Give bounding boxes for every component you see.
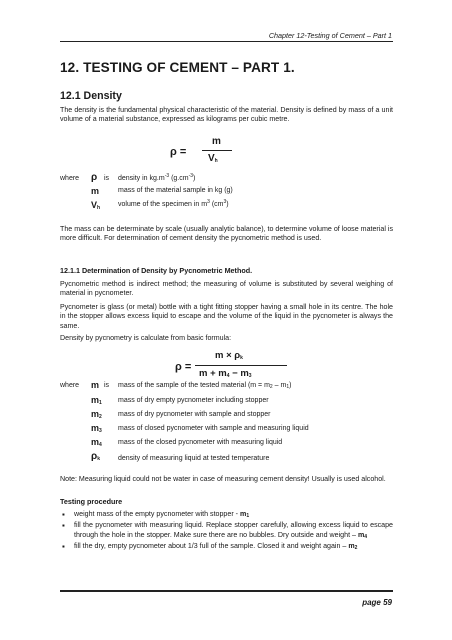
is-label: is [104,175,110,182]
is-label-2: is [104,382,110,389]
def-m: mass of the material sample in kg (g) [118,187,233,194]
page-number: page 59 [362,598,392,607]
symbol-m: m [91,186,100,196]
formula1-lhs: ρ = [170,146,187,158]
def-m-sample: mass of the sample of the tested material $(m = m_2 - m_1)$ [118,382,292,390]
symbol-m2: $m_2$ [91,409,102,420]
density-formula [170,136,240,168]
symbol-m1: $m_1$ [91,395,102,406]
symbol-m3: $m_3$ [91,423,102,434]
section-heading: 12.1 Density [60,90,122,102]
def-m4: mass of the closed pycnometer with measuring liquid [118,439,283,446]
procedure-step-3: ▪ fill the dry, empty pycnometer about 1/3 full of the sample. Closed it and weight again – $m_2$ [60,542,393,551]
procedure-step-1: ▪ weight mass of the empty pycnometer with stopper - $m_1$ [60,510,393,519]
def-m3: mass of closed pycnometer with sample and measuring liquid [118,425,309,432]
symbol-rho: ρ [91,172,98,183]
symbol-vh: $V_h$ [91,200,101,211]
symbol-m4: $m_4$ [91,437,102,448]
procedure-list [60,510,393,554]
footer-rule [60,590,393,592]
formula2-numerator: $m \times \rho_k$ [215,350,243,361]
subsection-p3: Density by pycnometry is calculate from basic formula: [60,334,232,342]
section-intro: The density is the fundamental physical characteristic of the material. Density is defined by mass of a unit volume of a material substance, expressed as kilograms per cubic metre. [60,106,393,124]
formula1-numerator: m [212,136,221,147]
where-label-2: where [60,382,80,389]
subsection-p2: Pycnometer is glass (or metal) bottle with a tight fitting stopper having a small hole in its centre. The hole in the stopper allows excess liquid to escape and the volume of the liquid in the pycnometer is always the same. [60,303,393,330]
running-header: Chapter 12-Testing of Cement – Part 1 [268,31,392,40]
subsection-p1: Pycnometric method is indirect method; the measuring of volume is substituted by several weighing of material in pycnometer. [60,280,393,298]
def-m1: mass of dry empty pycnometer including stopper [118,397,269,404]
note-paragraph: Note: Measuring liquid could not be water in case of measuring cement density! Usually is used alcohol. [60,475,386,483]
chapter-title: 12. TESTING OF CEMENT – PART 1. [60,60,295,75]
formula2-fraction-line [195,365,287,366]
pycnometer-formula [175,350,315,384]
formula1-fraction-line [202,150,232,151]
subsection-heading: 12.1.1 Determination of Density by Pycnometric Method. [60,266,253,275]
def-m2: mass of dry pycnometer with sample and stopper [118,411,271,418]
header-rule [60,41,393,42]
def-rhok: density of measuring liquid at tested temperature [118,455,270,462]
symbol-rhok: $\rho_k$ [91,451,100,462]
procedure-step-2: ▪ fill the pycnometer with measuring liquid. Replace stopper carefully, allowing excess liquid to escape through the hole in the stopper. Make sure there are no bubbles. Dry outside and weight – $m_4$ [60,521,393,540]
def-vh: volume of the specimen in $m^3$ $(cm^3)$ [118,199,229,208]
where-label: where [60,175,80,182]
formula2-lhs: ρ = [175,361,192,373]
def-rho: density in $kg.m^{-3}$ $(g.cm^{-3})$ [118,173,196,182]
symbol-m-2: m [91,380,100,390]
paragraph-scale: The mass can be determinate by scale (usually analytic balance), to determine volume of loose material is more difficult. For determination of cement density the pycnometric method is used. [60,225,393,243]
formula2-denominator: $m + m_4 - m_3$ [199,368,252,379]
formula1-denominator: $V_h$ [208,153,218,164]
procedure-heading: Testing procedure [60,497,123,506]
